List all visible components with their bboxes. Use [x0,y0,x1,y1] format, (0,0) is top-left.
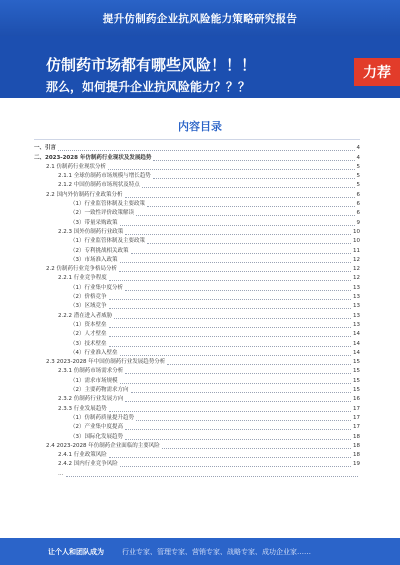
toc-dot-leader [120,355,352,356]
toc-dot-leader [109,457,351,458]
toc-entry-page: 13 [353,321,360,328]
toc-entry[interactable] [34,339,360,348]
toc-entry-page: 15 [353,368,360,375]
toc-entry-page: 5 [356,173,360,180]
toc-dot-leader [142,187,355,188]
toc-entry[interactable] [34,451,360,460]
toc-entry-title: （1）资本壁垒 [70,321,107,328]
toc-entry-title: （1）行业监管体制及主要政策 [70,201,146,208]
toc-entry[interactable] [34,274,360,283]
toc-dot-leader [125,290,351,291]
toc-entry-title: （1）行业集中度分析 [70,284,123,291]
toc-dot-leader [167,364,351,365]
toc-dot-leader [66,476,359,477]
recommend-badge: 力荐 [354,58,400,86]
toc-entry[interactable] [34,442,360,451]
toc-entry-page: 17 [353,405,360,412]
toc-entry[interactable] [34,423,360,432]
toc-entry[interactable] [34,367,360,376]
toc-dot-leader [120,466,351,467]
toc-entry[interactable] [34,200,360,209]
toc-entry-page: 6 [356,210,360,217]
toc-dot-leader [109,346,352,347]
footer-right-text: 行业专家、管理专家、营销专家、战略专家、成功企业家…… [122,547,311,556]
toc-entry-title: 2.4 2023-2028 年仿制药企业面临的主要风险 [46,442,160,449]
toc-entry-title: 2.3.1 仿制药市场需求分析 [58,368,124,375]
toc-entry-page: 18 [353,433,360,440]
toc-dot-leader [147,243,351,244]
toc-entry[interactable] [34,432,360,441]
hero-subtitle: 那么，如何提升企业抗风险能力？？？ [46,80,251,94]
toc-entry-title: 2.1 仿制药行业现状分析 [46,163,106,170]
toc-entry-title: 二、2023-2028 年仿制药行业现状及发展趋势 [34,154,152,161]
toc-entry-page: 13 [353,294,360,301]
toc-dot-leader [120,383,352,384]
toc-dot-leader [125,197,355,198]
report-header-bar [0,0,400,36]
toc-entry[interactable] [34,395,360,404]
toc-dot-leader [109,280,351,281]
toc-entry-page: 6 [356,201,360,208]
toc-entry-page: 15 [353,387,360,394]
toc-entry-title: 2.2.1 行业竞争程度 [58,275,107,282]
toc-entry[interactable] [34,246,360,255]
toc-dot-leader [162,448,351,449]
toc-dot-leader [109,411,351,412]
toc-entry[interactable] [34,414,360,423]
toc-entry[interactable] [34,209,360,218]
toc-entry[interactable] [34,386,360,395]
toc-entry-title: 2.4.2 国内行业竞争风险 [58,461,118,468]
toc-entry-page: 18 [353,442,360,449]
toc-entry[interactable] [34,330,360,339]
toc-entry[interactable] [34,163,360,172]
toc-dot-leader [109,308,352,309]
toc-dot-leader [125,234,351,235]
toc-entry[interactable] [34,376,360,385]
toc-dot-leader [120,225,355,226]
toc-entry[interactable] [34,404,360,413]
toc-entry-page: 18 [353,452,360,459]
toc-entry-title: （2）价格竞争 [70,294,107,301]
toc-entry-title: （3）技术壁垒 [70,340,107,347]
toc-dot-leader [114,318,351,319]
toc-entry[interactable] [34,181,360,190]
toc-entry-title: （2）主要药物需求方向 [70,387,129,394]
toc-dot-leader [108,169,355,170]
toc-entry[interactable] [34,190,360,199]
toc-entry-page: 12 [353,256,360,263]
toc-entry-title: （3）区域竞争 [70,303,107,310]
toc-entry[interactable] [34,237,360,246]
toc-dot-leader [147,206,354,207]
toc-title: 内容目录 [178,120,222,133]
toc-entry-page: 10 [353,238,360,245]
toc-entry-page: 5 [356,163,360,170]
toc-entry-title: （1）行业监管体制及主要政策 [70,238,146,245]
report-title: 提升仿制药企业抗风险能力策略研究报告 [102,12,298,25]
toc-entry[interactable] [34,349,360,358]
toc-entry[interactable] [34,302,360,311]
toc-entry-title: （3）带量采购政策 [70,219,118,226]
toc-entry-title: 2.1.1 全球仿制药市场规模与增长趋势 [58,173,151,180]
toc-entry-page: 19 [353,461,360,468]
toc-entry-title: （3）市场准入政策 [70,256,118,263]
toc-entry-page: 14 [353,340,360,347]
toc-entry[interactable] [34,144,360,153]
toc-entry-page: 4 [356,154,360,161]
toc-entry[interactable] [34,153,360,162]
toc-dot-leader [125,429,351,430]
toc-entry-title: 2.3.2 仿制药行业发展方向 [58,396,124,403]
toc-dot-leader [109,336,352,337]
toc-entry-title: （2）一致性评价政策解读 [70,210,135,217]
toc-entry-title: 2.1.2 中国仿制药市场现状及特点 [58,182,140,189]
toc-entry-page: 14 [353,349,360,356]
toc-entry-title: 2.2 仿制药行业竞争格局分析 [46,266,117,273]
toc-entry[interactable] [34,172,360,181]
toc-entry[interactable] [34,469,360,478]
table-of-contents [34,144,360,536]
toc-entry-title: 2.3.3 行业发展趋势 [58,405,107,412]
toc-entry-page: 6 [356,191,360,198]
toc-dot-leader [125,439,351,440]
toc-entry[interactable] [34,283,360,292]
toc-entry-title: … [58,470,64,477]
toc-entry-page: 10 [353,228,360,235]
toc-entry-page: 13 [353,284,360,291]
toc-entry-page: 15 [353,359,360,366]
toc-dot-leader [136,215,354,216]
toc-entry-title: 一、引言 [34,145,57,152]
toc-entry-page: 12 [353,275,360,282]
toc-dot-leader [131,253,351,254]
toc-entry-page: 4 [356,145,360,152]
toc-entry-title: （2）专利挑战相关政策 [70,247,129,254]
toc-entry-title: （3）国际化发展趋势 [70,433,123,440]
toc-entry-title: （1）仿制药质量提升趋势 [70,414,135,421]
toc-entry[interactable] [34,228,360,237]
toc-dot-leader [153,160,354,161]
toc-entry-page: 13 [353,303,360,310]
footer-left-text: 让个人和团队成为 [48,547,104,556]
toc-entry[interactable] [34,358,360,367]
toc-entry-page: 17 [353,414,360,421]
toc-dot-leader [58,150,354,151]
toc-dot-leader [120,262,352,263]
toc-dot-leader [153,178,355,179]
toc-dot-leader [131,392,351,393]
toc-dot-leader [125,373,351,374]
footer-bar [0,538,400,565]
toc-entry[interactable] [34,256,360,265]
toc-entry[interactable] [34,265,360,274]
toc-entry-title: （4）行业准入壁垒 [70,349,118,356]
toc-entry-title: 2.4.1 行业政策风险 [58,452,107,459]
toc-entry-page: 5 [356,182,360,189]
toc-dot-leader [119,271,351,272]
toc-entry-page: 16 [353,396,360,403]
toc-divider [34,139,360,140]
toc-entry[interactable] [34,460,360,469]
toc-dot-leader [136,420,351,421]
toc-entry-title: （2）人才壁垒 [70,331,107,338]
hero-title: 仿制药市场都有哪些风险！！！ [46,56,257,74]
toc-entry-title: 2.3 2023-2028 年中国仿制药行业发展趋势分析 [46,359,166,366]
toc-dot-leader [109,327,352,328]
toc-entry-title: 2.2.3 国外仿制药行业政策 [58,228,124,235]
toc-entry-page: 13 [353,312,360,319]
toc-entry-title: （1）需求市场规模 [70,377,118,384]
toc-dot-leader [109,299,352,300]
toc-entry[interactable] [34,293,360,302]
toc-entry-page: 11 [353,247,360,254]
toc-entry-page: 15 [353,377,360,384]
toc-entry[interactable] [34,218,360,227]
toc-dot-leader [125,401,351,402]
toc-entry-title: 2.2.2 潜在进入者威胁 [58,312,113,319]
toc-entry-page: 12 [353,266,360,273]
toc-entry-page: 17 [353,424,360,431]
toc-entry[interactable] [34,321,360,330]
toc-entry[interactable] [34,311,360,320]
toc-entry-title: 2.2 国内外仿制药行业政策分析 [46,191,123,198]
toc-entry-page: 9 [356,219,360,226]
toc-entry-page: 14 [353,331,360,338]
toc-entry-title: （2）产业集中度提高 [70,424,123,431]
